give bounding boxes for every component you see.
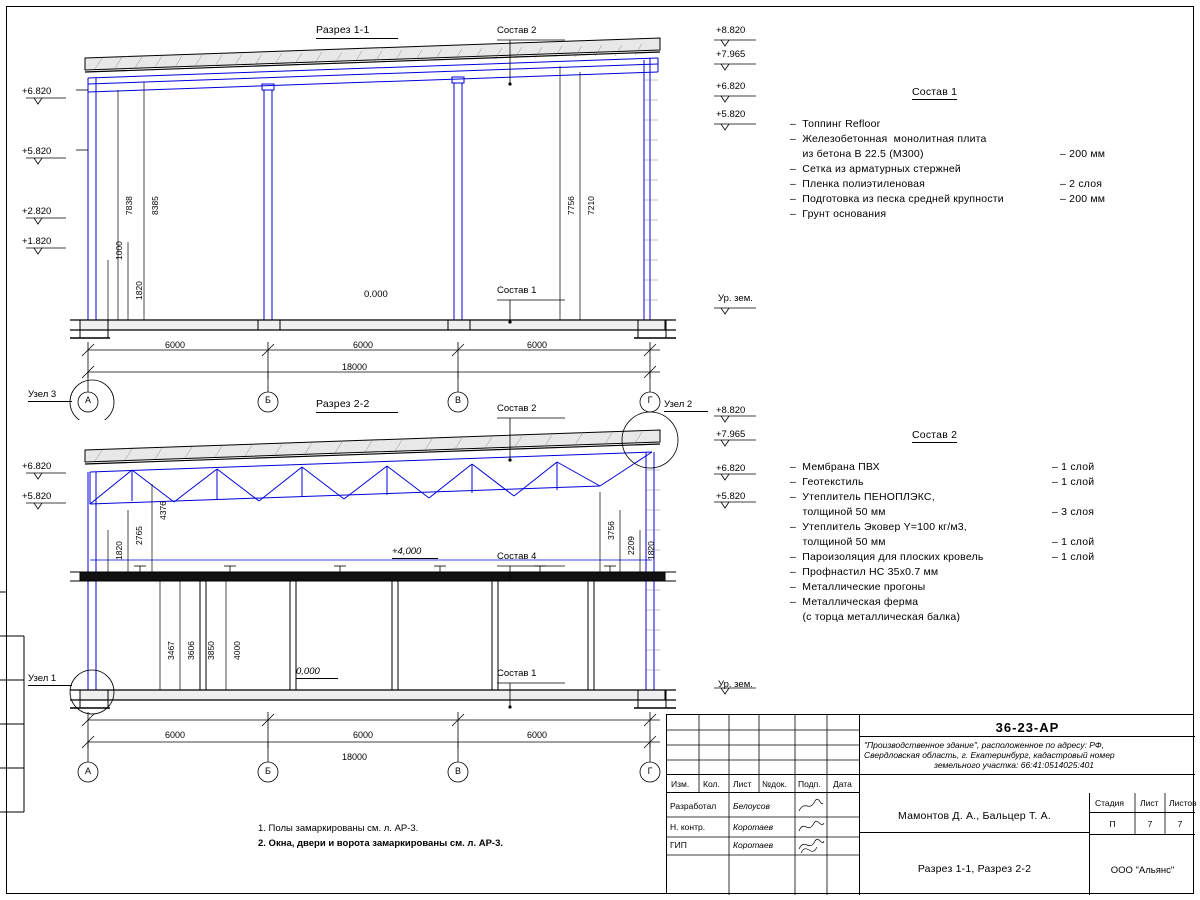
ground-level-bot: Ур. зем. [718, 679, 753, 690]
sheet-code-cell [860, 715, 1195, 737]
level-bot-2: +7.965 [716, 429, 746, 440]
axis-bot-g: Г [647, 766, 653, 776]
axis-top-v: В [454, 395, 461, 405]
sostav2-item-9-text: – Металлическая ферма [790, 596, 919, 608]
sostav2-item-4-text: – Утеплитель Эковер Y=100 кг/м3, [790, 521, 967, 533]
object-line-2: Свердловская область, г. Екатеринбург, кадастровый номер [864, 750, 1115, 760]
section-2-2-title: Разрез 2-2 [316, 398, 370, 410]
role-2-name: Коротаев [733, 840, 774, 850]
level-left-top-2: +5.820 [22, 146, 52, 157]
sostav1-item-2-text: из бетона В 22.5 (М300) [790, 148, 924, 160]
dim-bot-low-4000: 4000 [232, 641, 242, 660]
level-bot-3: +6.820 [716, 463, 746, 474]
dim-bot-span-1: 6000 [165, 730, 186, 740]
stage-header-0: Стадия [1095, 798, 1124, 808]
level-bot-4: +5.820 [716, 491, 746, 502]
sostav1-item-5-text: – Подготовка из песка средней крупности [790, 193, 1004, 205]
drawing-name-cell [860, 833, 1090, 895]
sostav1-title: Состав 1 [912, 86, 958, 98]
axis-bot-v: В [454, 766, 461, 776]
stage-header-2: Листов [1169, 798, 1197, 808]
sostav2-callout-bot: Состав 2 [497, 403, 537, 414]
object-line-3: земельного участка: 66:41:0514025:401 [933, 760, 1095, 770]
company-name: ООО "Альянс" [1110, 865, 1175, 876]
sostav2-item-3-text: толщиной 50 мм [790, 506, 886, 518]
stage-value-0: П [1109, 819, 1116, 829]
dim-bot-v-2209: 2209 [626, 536, 636, 555]
sostav2-item-10-text: (с торца металлическая балка) [790, 611, 961, 623]
sostav1-item-2-value: – 200 мм [1060, 148, 1106, 160]
level-marks-top-left [18, 80, 78, 280]
company-cell [1090, 835, 1195, 895]
role-0-title: Разработал [670, 801, 717, 811]
dim-top-v-1820: 1820 [134, 281, 144, 300]
level-top-1: +8.820 [716, 25, 746, 36]
note-2: 2. Окна, двери и ворота замаркированы см. л. АР-3. [258, 838, 504, 849]
sostav1-item-6-text: – Грунт основания [790, 208, 887, 220]
dim-bot-low-3467: 3467 [166, 641, 176, 660]
sostav1-item-5-value: – 200 мм [1060, 193, 1106, 205]
sostav4-leader-bot [480, 548, 570, 588]
sostav2-item-3-value: – 3 слоя [1052, 506, 1095, 518]
level-marks-bot-right [700, 400, 770, 720]
axis-bot-b: Б [265, 766, 271, 776]
revision-grid [667, 715, 860, 775]
sostav1-block [790, 82, 1105, 220]
dim-top-v-7210: 7210 [586, 196, 596, 215]
signature-marks [795, 793, 827, 895]
sostav2-item-5-value: – 1 слой [1052, 536, 1095, 548]
dim-top-span-3: 6000 [527, 340, 548, 350]
zero-level-bot: 0,000 [296, 666, 320, 677]
level-left-top-4: +1.820 [22, 236, 52, 247]
axis-top-g: Г [647, 395, 653, 405]
stamp-header-5: Дата [833, 779, 852, 789]
title-block [666, 714, 1197, 894]
stamp-header-2: Лист [733, 779, 752, 789]
stamp-header-1: Кол. [703, 779, 720, 789]
stage-value-1: 7 [1147, 819, 1153, 829]
dim-bot-v-1820-r: 1820 [646, 541, 656, 560]
node-2-label: Узел 2 [664, 399, 693, 410]
section-1-1-title-underline [316, 38, 398, 39]
dim-top-v-1000: 1000 [114, 241, 124, 260]
sostav1-item-3-text: – Сетка из арматурных стержней [790, 163, 962, 175]
sostav2-block [790, 425, 1094, 623]
sostav1-item-4-text: – Пленка полиэтиленовая [790, 178, 926, 190]
dim-top-v-7838: 7838 [124, 196, 134, 215]
sostav1-callout-bot: Состав 1 [497, 668, 537, 679]
stamp-header-4: Подп. [798, 779, 821, 789]
dim-top-span-1: 6000 [165, 340, 186, 350]
stamp-header-0: Изм. [671, 779, 690, 789]
dim-bot-v-2765: 2765 [134, 526, 144, 545]
mezzanine-level-underline [392, 558, 438, 559]
axis-top-b: Б [265, 395, 271, 405]
dim-bot-low-3850: 3850 [206, 641, 216, 660]
sostav2-leader-bot [480, 400, 570, 480]
role-1-title: Н. контр. [670, 822, 706, 832]
dim-bot-span-2: 6000 [353, 730, 374, 740]
stage-value-row [1090, 813, 1195, 835]
sostav2-leader-top [480, 22, 570, 112]
sostav2-item-7-text: – Профнастил НС 35х0.7 мм [790, 566, 939, 578]
level-top-2: +7.965 [716, 49, 746, 60]
level-left-top-3: +2.820 [22, 206, 52, 217]
dim-top-span-2: 6000 [353, 340, 374, 350]
sostav2-item-6-value: – 1 слой [1052, 551, 1095, 563]
stage-header-1: Лист [1140, 798, 1159, 808]
zero-level-top: 0.000 [364, 289, 388, 300]
sostav1-leader-bot [480, 665, 570, 715]
node-1-label: Узел 1 [28, 673, 57, 684]
sostav2-item-0-text: – Мембрана ПВХ [790, 461, 880, 473]
dim-bot-span-3: 6000 [527, 730, 548, 740]
role-2-title: ГИП [670, 840, 687, 850]
dim-bot-v-3756: 3756 [606, 521, 616, 540]
dim-bot-low-3606: 3606 [186, 641, 196, 660]
stamp-header-row [667, 775, 860, 793]
section-2-2-title-underline [316, 412, 398, 413]
node-3-label: Узел 3 [28, 389, 57, 400]
sostav2-title: Состав 2 [912, 429, 958, 441]
sostav1-item-1-text: – Железобетонная монолитная плита [790, 133, 987, 145]
stamp-header-3: №док. [762, 779, 787, 789]
drawing-name: Разрез 1-1, Разрез 2-2 [917, 863, 1032, 875]
sostav2-callout-top: Состав 2 [497, 25, 537, 36]
sostav1-item-0-text: – Топпинг Refloor [790, 118, 881, 130]
sostav2-item-5-text: толщиной 50 мм [790, 536, 886, 548]
sostav4-callout-bot: Состав 4 [497, 551, 537, 562]
zero-level-bot-underline [296, 678, 338, 679]
section-1-1-drawing [40, 20, 740, 420]
dim-top-v-7756: 7756 [566, 196, 576, 215]
object-line-1: "Производственное здание", расположенное по адресу: РФ, [864, 740, 1104, 750]
sostav1-callout-top: Состав 1 [497, 285, 537, 296]
dim-bot-total: 18000 [342, 752, 368, 762]
node-2-underline [664, 411, 708, 412]
node-1-underline [28, 685, 72, 686]
level-left-top-1: +6.820 [22, 86, 52, 97]
level-top-3: +6.820 [716, 81, 746, 92]
dim-top-v-8385: 8385 [150, 196, 160, 215]
level-left-bot-1: +6.820 [22, 461, 52, 472]
dim-bot-v-4376: 4376 [158, 501, 168, 520]
role-1-name: Коротаев [733, 822, 774, 832]
level-bot-1: +8.820 [716, 405, 746, 416]
revision-grid-lines [667, 715, 860, 775]
axis-top-a: А [84, 395, 91, 405]
note-1: 1. Полы замаркированы см. л. АР-3. [258, 823, 419, 834]
level-marks-top-right [700, 20, 770, 340]
sostav2-item-1-value: – 1 слой [1052, 476, 1095, 488]
sostav2-item-2-text: – Утеплитель ПЕНОПЛЭКС, [790, 491, 935, 503]
stage-value-2: 7 [1177, 819, 1183, 829]
section-2-2-drawing [40, 400, 740, 800]
sostav2-item-8-text: – Металлические прогоны [790, 581, 926, 593]
axis-bot-a: А [84, 766, 91, 776]
object-description-cell [860, 737, 1195, 775]
dim-top-total: 18000 [342, 362, 368, 372]
sheet-code: 36-23-АР [995, 720, 1060, 735]
level-top-4: +5.820 [716, 109, 746, 120]
role-0-name: Белоусов [733, 801, 770, 811]
level-left-bot-2: +5.820 [22, 491, 52, 502]
sostav1-item-4-value: – 2 слоя [1060, 178, 1103, 190]
roles-block [667, 793, 860, 895]
sostav1-leader-top [480, 282, 570, 332]
section-1-1-title: Разрез 1-1 [316, 24, 370, 36]
stage-header-row [1090, 793, 1195, 813]
authors: Мамонтов Д. А., Бальцер Т. А. [898, 810, 1051, 822]
authors-cell [860, 793, 1090, 833]
mezzanine-level-label: +4,000 [392, 546, 422, 557]
sostav2-item-0-value: – 1 слой [1052, 461, 1095, 473]
ground-level-top: Ур. зем. [718, 293, 753, 304]
sostav2-item-1-text: – Геотекстиль [790, 476, 864, 488]
dim-bot-v-1820: 1820 [114, 541, 124, 560]
sostav2-item-6-text: – Пароизоляция для плоских кровель [790, 551, 984, 563]
